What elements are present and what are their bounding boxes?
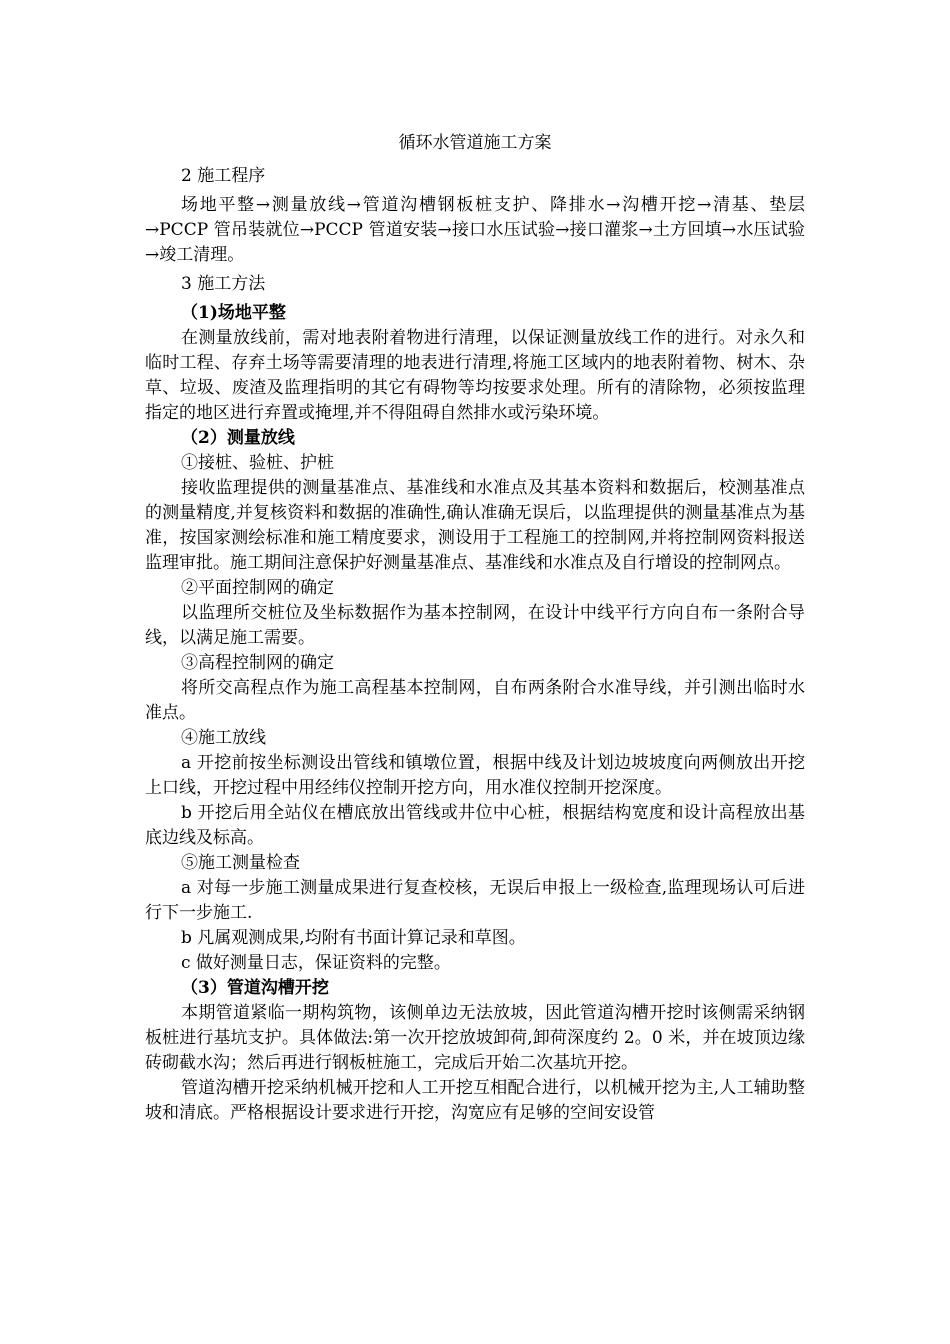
- subheading: ③高程控制网的确定: [181, 653, 334, 673]
- document-page: [145, 128, 805, 1126]
- subheading: 2 施工程序: [181, 166, 266, 186]
- paragraph: b 开挖后用全站仪在槽底放出管线或井位中心桩，根据结构宽度和设计高程放出基底边线及标高。: [145, 803, 805, 848]
- paragraph: b 凡属观测成果,均附有书面计算记录和草图。: [181, 928, 526, 948]
- section-heading: （3）管道沟槽开挖: [181, 978, 329, 998]
- document-title: 循环水管道施工方案: [398, 133, 552, 153]
- subheading: ②平面控制网的确定: [181, 578, 334, 598]
- paragraph: 在测量放线前，需对地表附着物进行清理，以保证测量放线工作的进行。对永久和临时工程、存弃土场等需要清理的地表进行清理,将施工区域内的地表附着物、树木、杂草、垃圾、废渣及监理指明的其它有碍物等均按要求处理。所有的清除物，必须按监理指定的地区进行弃置或掩埋,并不得阻碍自然排水或污染环境。: [145, 328, 805, 423]
- paragraph: 管道沟槽开挖采纳机械开挖和人工开挖互相配合进行，以机械开挖为主,人工辅助整坡和清底。严格根据设计要求进行开挖，沟宽应有足够的空间安设管: [145, 1078, 805, 1123]
- subheading: 3 施工方法: [181, 274, 266, 294]
- paragraph: a 对每一步施工测量成果进行复查校核，无误后申报上一级检查,监理现场认可后进行下一步施工.: [145, 878, 805, 923]
- paragraph: 场地平整→测量放线→管道沟槽钢板桩支护、降排水→沟槽开挖→清基、垫层→PCCP 管吊装就位→PCCP 管道安装→接口水压试验→接口灌浆→土方回填→水压试验→竣工清理。: [145, 195, 805, 265]
- section-heading: （1)场地平整: [181, 303, 286, 323]
- subheading: ①接桩、验桩、护桩: [181, 453, 334, 473]
- subheading: ④施工放线: [181, 728, 266, 748]
- paragraph: c 做好测量日志，保证资料的完整。: [181, 953, 451, 973]
- subheading: ⑤施工测量检查: [181, 853, 300, 873]
- paragraph: a 开挖前按坐标测设出管线和镇墩位置，根据中线及计划边坡坡度向两侧放出开挖上口线，开挖过程中用经纬仪控制开挖方向，用水准仪控制开挖深度。: [145, 753, 805, 798]
- paragraph: 以监理所交桩位及坐标数据作为基本控制网，在设计中线平行方向自布一条附合导线，以满足施工需要。: [145, 603, 805, 648]
- paragraph: 将所交高程点作为施工高程基本控制网，自布两条附合水准导线，并引测出临时水准点。: [145, 678, 805, 723]
- paragraph: 接收监理提供的测量基准点、基准线和水准点及其基本资料和数据后，校测基准点的测量精度,并复核资料和数据的准确性,确认准确无误后，以监理提供的测量基准点为基准，按国家测绘标准和施工精度要求，测设用于工程施工的控制网,并将控制网资料报送监理审批。施工期间注意保护好测量基准点、基准线和水准点及自行增设的控制网点。: [145, 478, 805, 573]
- document-body: [145, 164, 805, 1126]
- paragraph: 本期管道紧临一期构筑物，该侧单边无法放坡，因此管道沟槽开挖时该侧需采纳钢板桩进行基坑支护。具体做法:第一次开挖放坡卸荷,卸荷深度约 2。0 米，并在坡顶边缘砖砌截水沟；然后再进行钢板桩施工，完成后开始二次基坑开挖。: [145, 1003, 805, 1073]
- section-heading: （2）测量放线: [181, 428, 295, 448]
